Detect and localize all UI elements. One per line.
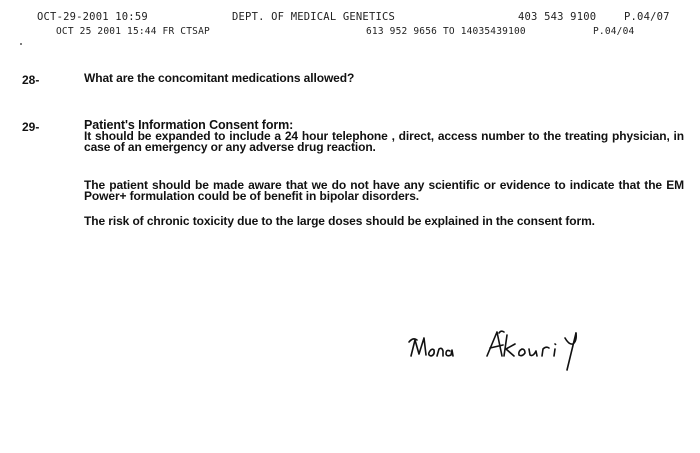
fax-header-2-route: 613 952 9656 TO 14035439100 bbox=[366, 26, 526, 37]
fax-header-1-department: DEPT. OF MEDICAL GENETICS bbox=[232, 11, 396, 23]
item-28-question: What are the concomitant medications allowed? bbox=[84, 71, 355, 85]
fax-header-1-datetime: OCT-29-2001 10:59 bbox=[37, 11, 148, 23]
item-29-paragraph-toxicity: The risk of chronic toxicity due to the large doses should be explained in the consent form. bbox=[84, 214, 595, 228]
item-number: 28- bbox=[22, 73, 40, 87]
fax-header-1-page: P.04/07 bbox=[624, 11, 670, 23]
item-29-paragraph-telephone: It should be expanded to include a 24 hour telephone , direct, access number to the treating physician, in case of an emergency or any adverse drug reaction. bbox=[84, 129, 684, 154]
fax-header-2-page: P.04/04 bbox=[593, 26, 635, 37]
item-number: 29- bbox=[22, 120, 40, 134]
fax-header-1-phone: 403 543 9100 bbox=[518, 11, 597, 23]
item-29-paragraph-evidence: The patient should be made aware that we do not have any scientific or evidence to indicate that the EM Power+ formulation could be of benefit in bipolar disorders. bbox=[84, 178, 684, 203]
handwritten-signature bbox=[405, 318, 605, 374]
fax-header-2-datetime: OCT 25 2001 15:44 FR CTSAP bbox=[56, 26, 210, 37]
scan-speck bbox=[20, 43, 22, 45]
item-29-heading: Patient's Information Consent form: bbox=[84, 118, 294, 132]
